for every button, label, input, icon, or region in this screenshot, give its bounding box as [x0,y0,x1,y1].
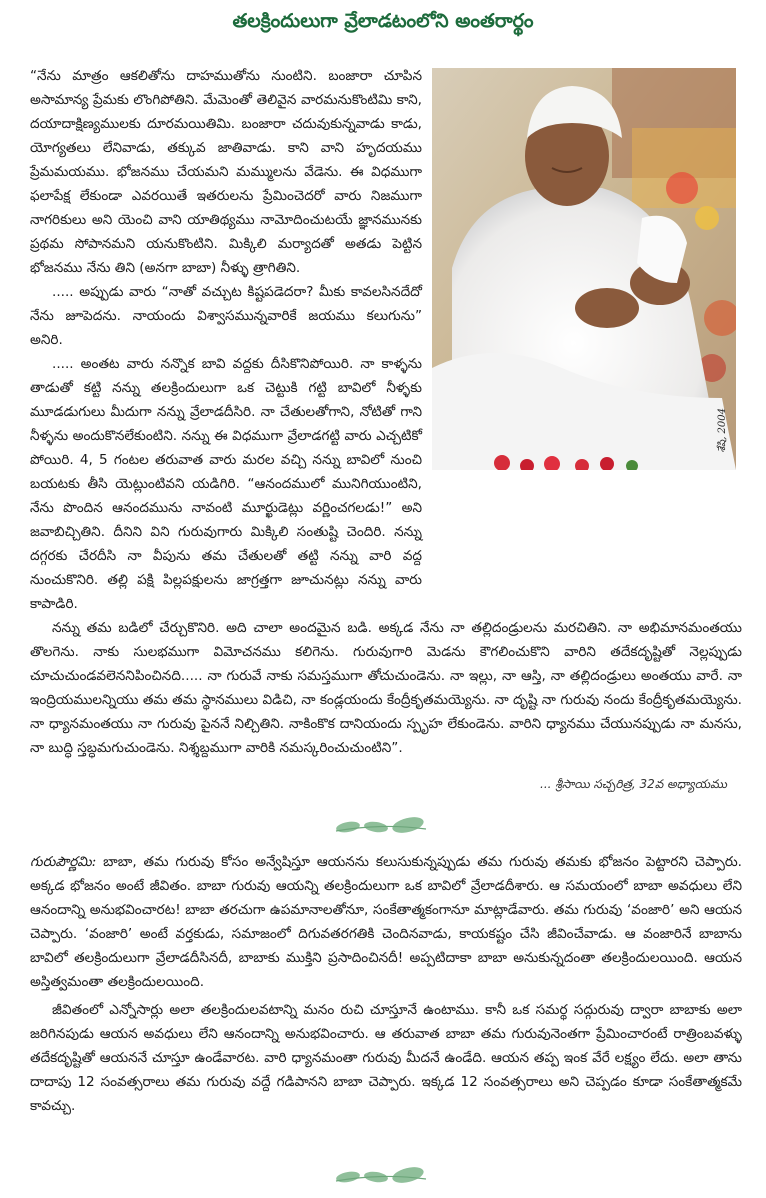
leaf-divider-top [326,815,436,839]
commentary-label: గురుపౌర్ణమి: [30,854,97,870]
photo-signature: శేషి, 2004 [717,408,728,453]
quote-paragraph-2: ..... అప్పుడు వారు “నాతో వచ్చుట కిష్టపడెదరా? మీకు కావలసినదేదో నేను జూపెదను. నాయందు విశ్వాసమున్నవారికే జయము కలుగును” అనిరి. [30,284,422,348]
quote-section [30,64,742,760]
quote-paragraph-1: “నేను మాత్రం ఆకలితోను దాహముతోను నుంటిని. బంజారా చూపిన అసామాన్య ప్రేమకు లొంగిపోతిని. మేమెంతో తెలివైన వారమనుకొంటిమి కాని, దయాదాక్షిణ్యములకు దూరమయితిమి. బంజారా చదువుకున్నవాడు కాడు, యోగ్యతలు లేనివాడు, తక్కువ జాతివాడు. కాని వాని హృదయము ప్రేమమయము. భోజనము చేయమని మమ్ములను వేడెను. ఈ విధముగా ఫలాపేక్ష లేకుండా ఎవరయితే ఇతరులను ప్రేమించెదరో వారు నిజముగా నాగరికులు అని యెంచి వాని యాతిథ్యము నామోదించుటయే జ్ఞానమునకు ప్రథమ సోపానమని యనుకొంటిని. మిక్కిలి మర్యాదతో అతడు పెట్టిన భోజనము నేను తిని (అనగా బాబా) నీళ్ళు త్రాగితిని. [30,68,422,276]
quote-paragraph-3: ..... అంతట వారు నన్నొక బావి వద్దకు దీసికొనిపోయిరి. నా కాళ్ళను తాడుతో కట్టి నన్ను తలక్రిందులుగా ఒక చెట్టుకి గట్టి బావిలో నీళ్ళకు మూడడుగులు మీదుగా నన్ను వ్రేలాడదీసిరి. నా చేతులతోగాని, నోటితో గాని నీళ్ళను అందుకొనలేకుంటిని. నన్ను ఈ విధముగా వ్రేలాడగట్టి వారు ఎచ్చటికో పోయిరి. 4, 5 గంటల తరువాత వారు మరల వచ్చి నన్ను బావిలో నుంచి బయటకు తీసి యెట్లుంటివని యడిగిరి. “ఆనందములో మునిగియుంటిని, నేను పొందిన ఆనందమును నావంటి మూర్ఖుడెట్లు వర్ణించగలడు!” అని జవాబిచ్చితిని. దీనిని విని గురువుగారు మిక్కిలి సంతుష్టి చెందిరి. నన్ను దగ్గరకు చేరదీసి నా వీపును తమ చేతులతో తట్టి నన్ను వారి వద్ద నుంచుకొనిరి. తల్లి పక్షి పిల్లపక్షులను జాగ్రత్తగా జూచునట్లు నన్ను వారు కాపాడిరి. [30,356,422,612]
leaf-divider-bottom [326,1165,436,1189]
quote-source: ... శ్రీసాయి సచ్చరిత్ర, 32వ అధ్యాయము [540,777,727,791]
commentary-paragraph-2: జీవితంలో ఎన్నోసార్లు అలా తలక్రిందులవటాన్ని మనం రుచి చూస్తూనే ఉంటాము. కానీ ఒక సమర్థ సద్గురువు ద్వారా బాబాకు అలా జరిగినపుడు ఆయన అవధులు లేని ఆనందాన్ని అనుభవించారు. ఆ తరువాత బాబా తమ గురువునెంతగా ప్రేమించారంటే రాత్రింబవళ్ళు తదేకదృష్టితో ఆయననే చూస్తూ ఉండేవారట. వారి ధ్యానమంతా గురువు మీదనే ఉండేది. ఆయన తప్ప ఇంక వేరే లక్ష్యం లేదు. అలా తాను దాదాపు 12 సంవత్సరాలు తమ గురువు వద్దే గడిపానని బాబా చెప్పారు. ఇక్కడ 12 సంవత్సరాలు అని చెప్పడం కూడా సంకేతాత్మకమే కావచ్చు. [30,1002,742,1114]
commentary-section [30,850,742,1118]
commentary-text-1: బాబా, తమ గురువు కోసం అన్వేషిస్తూ ఆయనను కలుసుకున్నప్పుడు తమ గురువు తమకు భోజనం పెట్టారని చెప్పారు. అక్కడ భోజనం అంటే జీవితం. బాబా గురువు ఆయన్ని తలక్రిందులుగా ఒక బావిలో వ్రేలాడదీశారు. ఆ సమయంలో బాబా అవధులు లేని ఆనందాన్ని అనుభవించారట! బాబా తరచుగా ఉపమానాలతోనూ, సంకేతాత్మకంగానూ మాట్లాడేవారు. తమ గురువు ‘వంజారి’ అని ఆయన చెప్పారు. ‘వంజారి’ అంటే వర్తకుడు, సమాజంలో దిగువతరగతికి చెందినవాడు, కాయకష్టం చేసి జీవించేవాడు. ఆ వంజారినే బాబాను బావిలో తలక్రిందులుగా వ్రేలాడదీసినదీ, బాబాకు ముక్తిని ప్రసాదించినదీ! అప్పటిదాకా బాబా అనుకున్నదంతా తలక్రిందులయింది. ఆయన అస్తిత్వమంతా తలక్రిందులయింది. [30,854,742,990]
quote-paragraph-4: నన్ను తమ బడిలో చేర్చుకొనిరి. అది చాలా అందమైన బడి. అక్కడ నేను నా తల్లిదండ్రులను మరచితిని. నా అభిమానమంతయు తొలగెను. నాకు సులభముగా విమోచనము కలిగెను. గురువుగారి మెడను కౌగలించుకొని వారిని తదేకదృష్టితో నెల్లప్పుడు చూచుచుండవలెననిపించినది..... నా గురువే నాకు సమస్తముగా తోచుచుండెను. నా ఇల్లు, నా ఆస్తి, నా తల్లిదండ్రులు అంతయు వారే. నా ఇంద్రియములన్నియు తమ తమ స్థానములు విడిచి, నా కండ్లయందు కేంద్రీకృతమయ్యెను. నా దృష్టి నా గురువు నందు కేంద్రీకృతమయ్యెను. నా ధ్యానమంతయు నా గురువు పైననే నిల్చితిని. నాకింకొక దానియందు స్పృహ లేకుండెను. వారిని ధ్యానము చేయునప్పుడు నా మనసు, నా బుద్ధి స్తబ్ధమగుచుండెను. నిశ్శబ్దముగా వారికి నమస్కరించుచుంటిని”. [30,620,742,756]
page-title: తలక్రిందులుగా వ్రేలాడటంలోని అంతరార్థం [232,10,534,32]
commentary-paragraph-1 [30,850,742,994]
